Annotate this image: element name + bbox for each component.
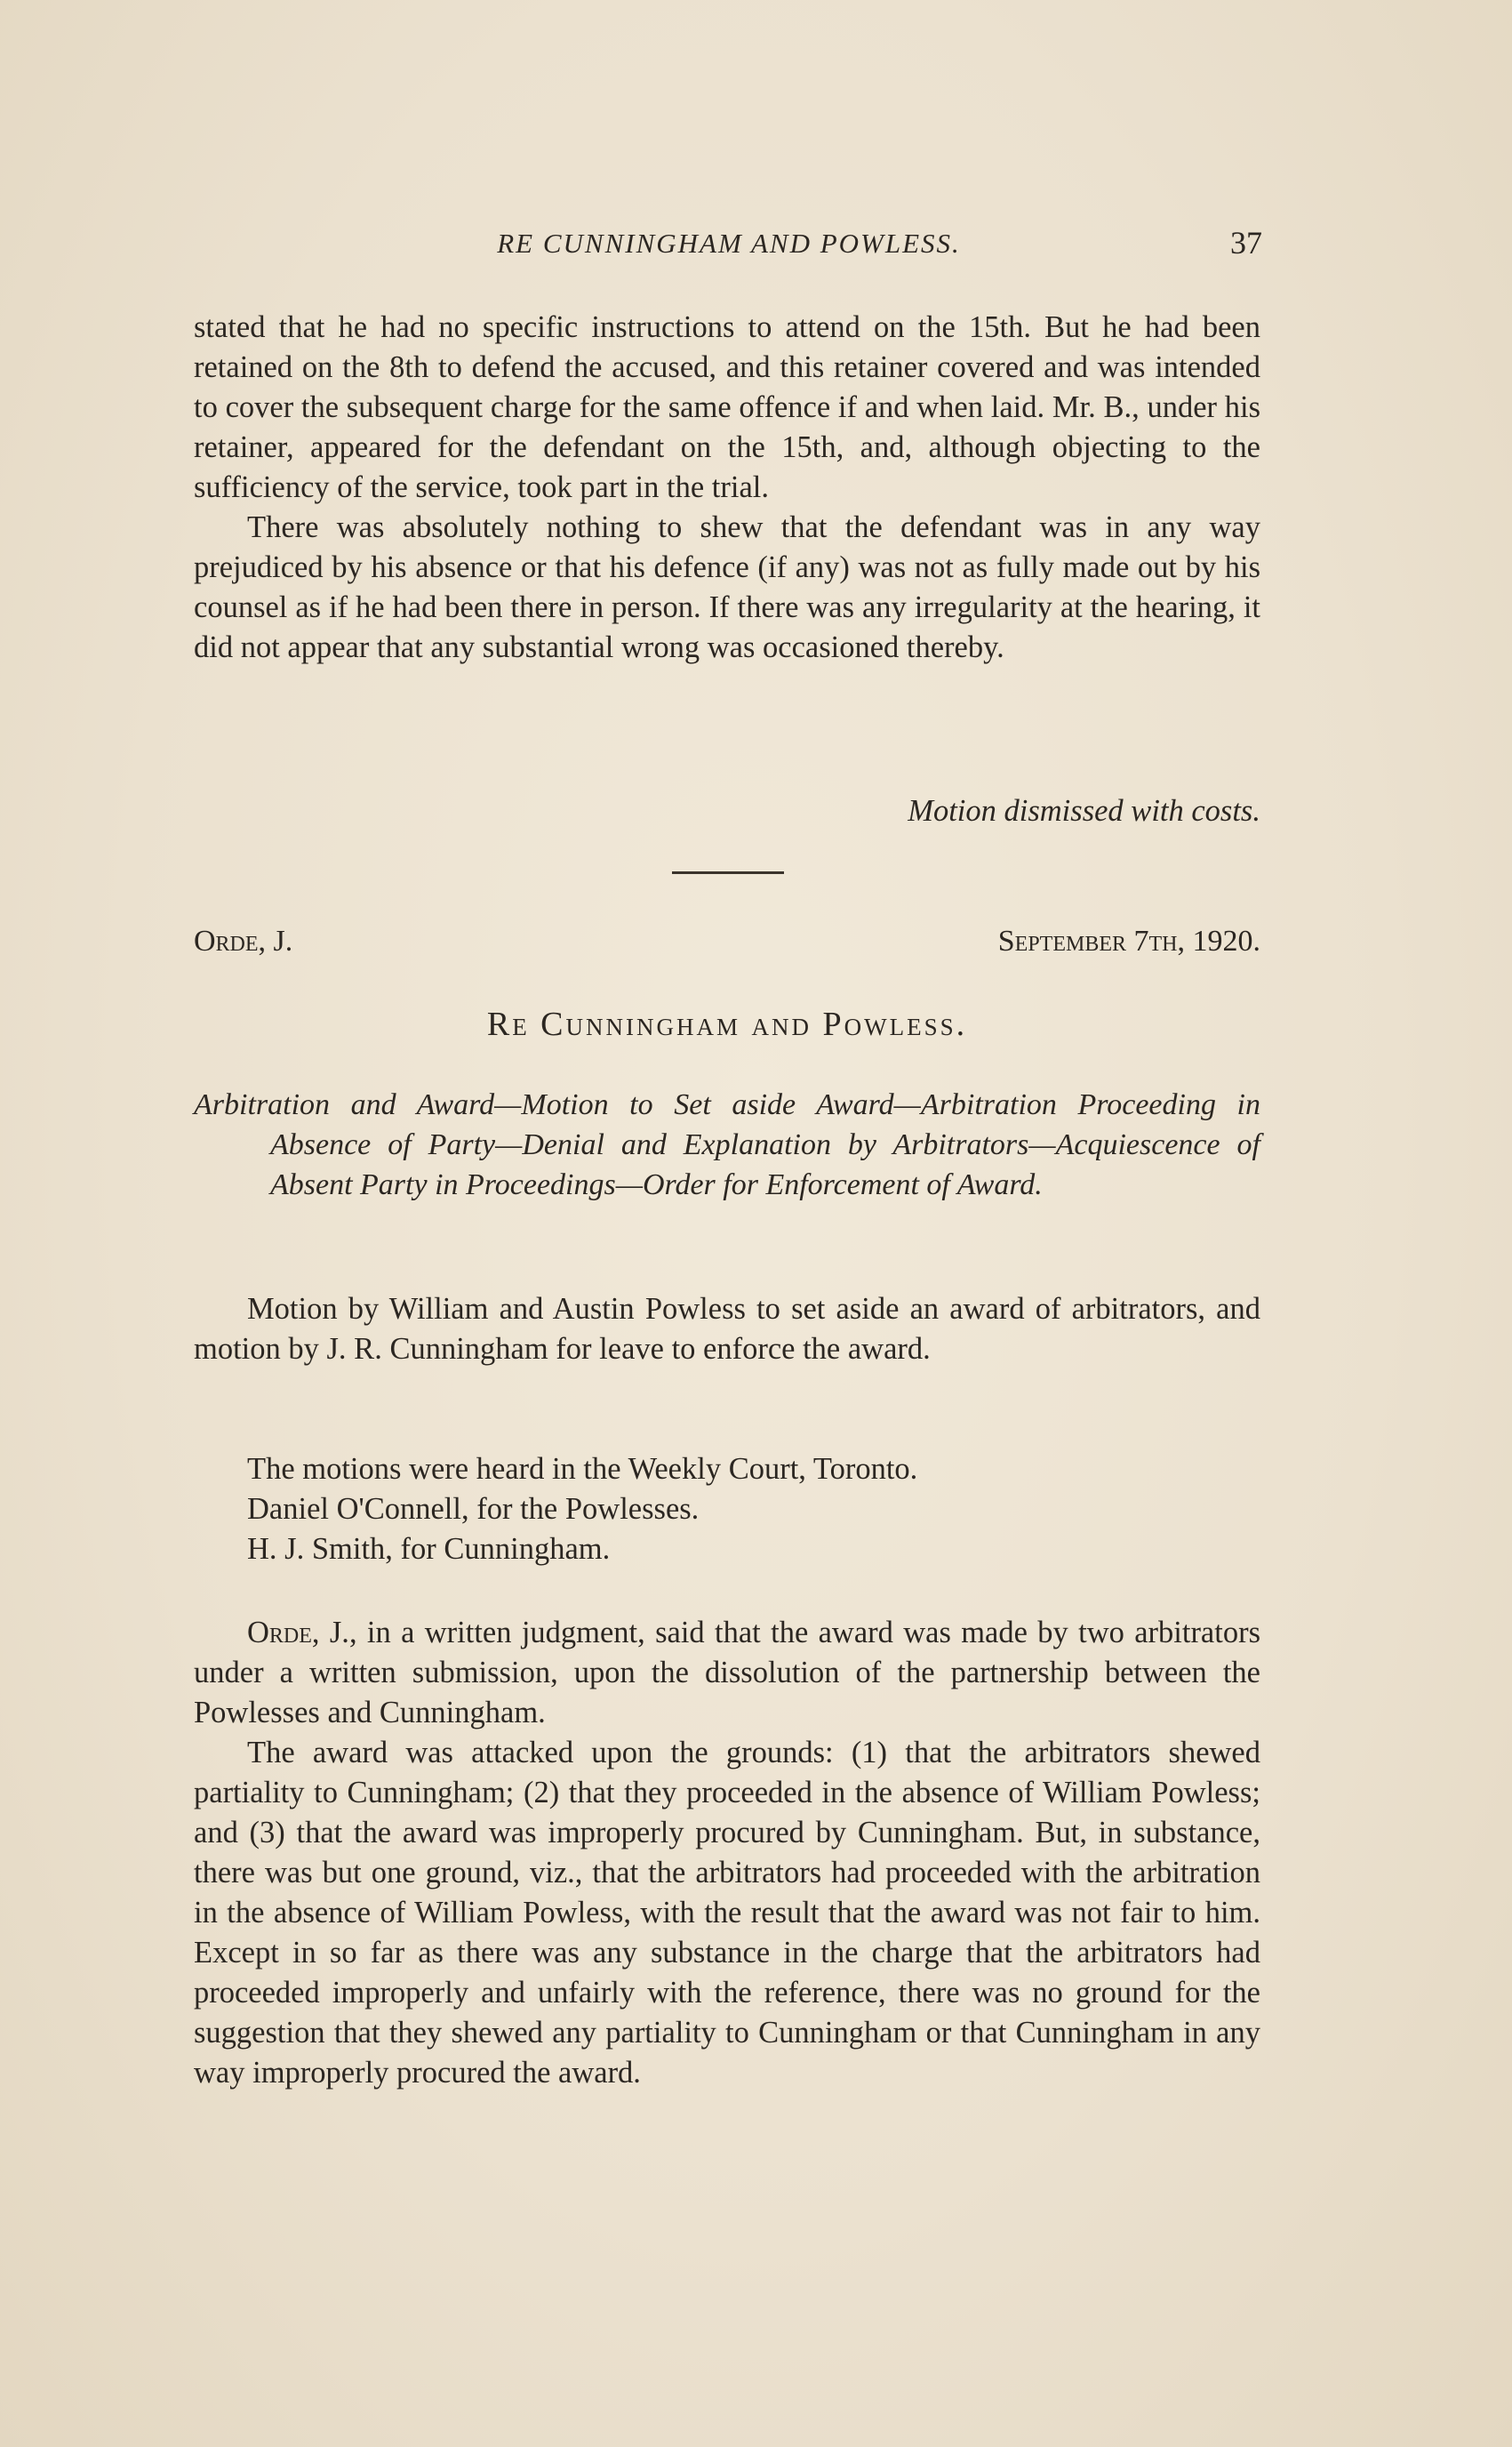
page-number: 37 (1230, 225, 1262, 261)
counsel-list (194, 1449, 1260, 1569)
motion-statement: Motion by William and Austin Powless to set aside an award of arbitrators, and motion by J. R. Cunningham for leave to enforce the award. (194, 1292, 1260, 1366)
running-head (196, 224, 1262, 269)
section-divider (672, 871, 784, 874)
continued-text (194, 308, 1260, 668)
judgment-judge: Orde, J. (247, 1616, 349, 1649)
judgment-text (194, 1613, 1260, 2093)
judgment-intro: , in a written judgment, said that the award was made by two arbitrators under a written submission, upon the dissolution of the partnership between the Powlesses and Cunningham. (194, 1616, 1260, 1729)
judge-name: Orde, J. (194, 925, 293, 958)
counsel-powlesses: Daniel O'Connell, for the Powlesses. (247, 1492, 700, 1526)
judgment-paragraph-2: The award was attacked upon the grounds: (1) that the arbitrators shewed partiality to Cunningham; (2) that they proceeded in the absence of William Powless; and (3) that the award was improperly procured by Cunningham. But, in substance, there was but one ground, viz., that the arbitrators had proceeded with the arbitration in the absence of William Powless, with the result that the award was not fair to him. Except in so far as there was any substance in the charge that the arbitrators had proceeded improperly and unfairly with the reference, there was no ground for the suggestion that they shewed any partiality to Cunningham or that Cunningham in any way improperly procured the award. (194, 1736, 1260, 2090)
paragraph-continued: stated that he had no specific instructions to attend on the 15th. But he had been retained on the 8th to defend the accused, and this retainer covered and was intended to cover the subsequent charge for the same offence if and when laid. Mr. B., under his retainer, appeared for the defendant on the 15th, and, although objecting to the sufficiency of the service, took part in the trial. (194, 310, 1260, 504)
paragraph-prejudice: There was absolutely nothing to shew that the defendant was in any way prejudiced by his absence or that his defence (if any) was not as fully made out by his counsel as if he had been there in person. If there was any irregularity at the hearing, it did not appear that any substantial wrong was occasioned thereby. (194, 510, 1260, 664)
case-title: Re Cunningham and Powless. (486, 1006, 968, 1043)
court-line: The motions were heard in the Weekly Court, Toronto. (247, 1452, 918, 1486)
judgment-paragraph-1 (194, 1613, 1260, 1733)
counsel-cunningham: H. J. Smith, for Cunningham. (247, 1532, 611, 1566)
judge-date-line (194, 925, 1260, 965)
decision-date: September 7th, 1920. (997, 925, 1260, 958)
headnote: Arbitration and Award—Motion to Set aside Award—Arbitration Proceeding in Absence of Party—Denial and Explanation by Arbitrators—Acquiescence of Absent Party in Proceedings—Order for Enforcement of Award. (194, 1088, 1260, 1201)
running-title: RE CUNNINGHAM AND POWLESS. (497, 228, 961, 259)
disposition: Motion dismissed with costs. (908, 794, 1260, 828)
